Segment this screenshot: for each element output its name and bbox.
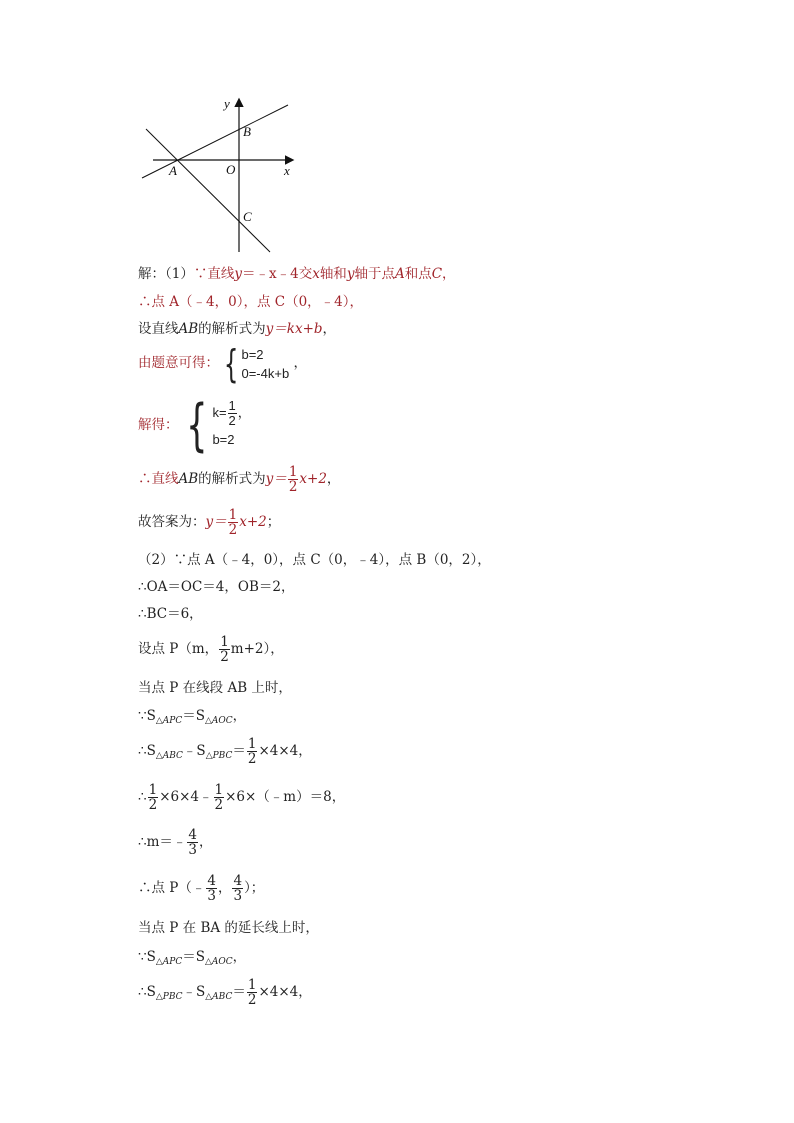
text: m+2），: [230, 641, 284, 657]
text: y: [234, 266, 242, 282]
label-b: B: [243, 124, 251, 139]
text: AB: [178, 471, 199, 487]
text: ∵直线: [193, 266, 235, 282]
text: x: [312, 266, 320, 282]
fraction: [228, 399, 237, 428]
fraction: [247, 737, 258, 766]
solution-line-3: [138, 320, 336, 338]
fraction: [206, 874, 217, 903]
text: ；: [266, 514, 281, 530]
coordinate-figure: [138, 92, 298, 257]
denominator: 2: [288, 479, 298, 495]
numerator: 4: [188, 827, 197, 843]
label-a: A: [169, 163, 177, 178]
subscript: △PBC: [205, 751, 233, 761]
text: k=: [212, 404, 227, 420]
text: ＝﹣x﹣4: [241, 266, 299, 282]
text: ＝S: [182, 949, 205, 965]
solution-line-8: （2）∵点 A（﹣4，0），点 C（0，﹣4），点 B（0，2），: [138, 552, 491, 568]
solution-line-18: 当点 P 在 BA 的延长线上时，: [138, 920, 319, 936]
text: y: [346, 266, 355, 282]
subscript: △APC: [155, 716, 183, 726]
text: 设直线: [138, 321, 179, 337]
text: ×4×4，: [258, 743, 312, 759]
denominator: 2: [220, 649, 229, 665]
subscript: △AOC: [204, 716, 233, 726]
coordinate-diagram: [138, 92, 298, 257]
text: ×4×4，: [258, 984, 312, 1000]
text: A: [394, 266, 405, 282]
denominator: 2: [228, 522, 238, 538]
text: 设点 P（m，: [138, 641, 219, 657]
text: ，: [232, 949, 247, 965]
text: 由题意可得：: [138, 355, 219, 371]
text: ∴S: [138, 984, 156, 1000]
brace-icon: {: [224, 341, 239, 386]
text: y＝: [265, 471, 287, 487]
solution-system: [183, 392, 251, 458]
denominator: 3: [207, 888, 216, 904]
text: 轴和: [319, 266, 347, 282]
fraction: [148, 783, 159, 812]
text: ∴S: [138, 743, 156, 759]
subscript: △AOC: [204, 957, 233, 967]
solution-line-2: ∴点 A（﹣4，0），点 C（0，﹣4），: [138, 294, 364, 310]
solution-line-5: [138, 392, 251, 458]
label-y: y: [224, 96, 230, 111]
numerator: 1: [220, 634, 229, 650]
text: ）；: [244, 880, 265, 896]
text: 的解析式为: [198, 321, 266, 337]
solution-line-16: [138, 828, 212, 857]
label-x: x: [284, 163, 290, 178]
solution-line-12: 当点 P 在线段 AB 上时，: [138, 680, 292, 696]
equation-row: b=2: [212, 432, 235, 447]
text: ，: [232, 708, 247, 724]
numerator: 1: [214, 782, 224, 798]
denominator: 2: [247, 992, 257, 1008]
equation-row: 0=-4k+b: [241, 365, 290, 381]
text: 的解析式为: [198, 471, 266, 487]
solution-line-10: ∴BC＝6，: [138, 606, 203, 622]
text: ∴: [138, 789, 147, 805]
text: ∵S: [138, 708, 156, 724]
text: ﹣S: [182, 984, 206, 1000]
solution-line-19: [138, 948, 246, 971]
solution-line-1: [138, 265, 456, 283]
text: AB: [178, 321, 199, 337]
solution-line-17: [138, 874, 264, 903]
numerator: 1: [148, 782, 158, 798]
fraction: [219, 635, 230, 664]
line-ac: [146, 129, 270, 252]
text: ×6×（﹣m）＝8，: [225, 789, 346, 805]
text: 轴于点: [354, 266, 395, 282]
label-c: C: [243, 209, 252, 224]
text: ，: [326, 471, 341, 487]
denominator: 2: [247, 751, 257, 767]
solution-line-7: [138, 508, 280, 537]
numerator: 4: [233, 873, 243, 889]
fraction: [228, 508, 239, 537]
solution-line-6: [138, 465, 340, 494]
fraction: [214, 783, 225, 812]
numerator: 1: [247, 977, 257, 993]
text: ，: [198, 834, 213, 850]
numerator: 1: [228, 507, 238, 523]
text: ∵S: [138, 949, 156, 965]
label-origin: O: [226, 162, 236, 177]
text: C: [431, 266, 443, 282]
subscript: △PBC: [155, 992, 183, 1002]
subscript: △ABC: [205, 992, 233, 1002]
text: ﹣S: [182, 743, 206, 759]
solution-line-9: ∴OA＝OC＝4，OB＝2，: [138, 579, 295, 595]
text: 故答案为：: [138, 514, 206, 530]
equation-row: b=2: [241, 346, 264, 362]
text: ×6×4﹣: [159, 789, 213, 805]
fraction: [288, 465, 299, 494]
solution-line-15: [138, 783, 345, 812]
denominator: 3: [233, 888, 243, 904]
solution-line-4: [138, 341, 307, 386]
subscript: △ABC: [155, 751, 183, 761]
text: ，: [217, 880, 232, 896]
brace-icon: {: [185, 392, 208, 458]
solution-line-11: [138, 635, 284, 664]
solution-line-14: [138, 737, 312, 770]
equation-system: [223, 341, 290, 386]
numerator: 4: [207, 873, 216, 889]
text: 和点: [404, 266, 432, 282]
text: ，: [322, 321, 337, 337]
text: ＝: [232, 743, 246, 759]
denominator: 2: [148, 797, 158, 813]
fraction: [187, 828, 198, 857]
text: y＝kx+b: [265, 321, 323, 337]
line-ab: [142, 105, 288, 178]
subscript: △APC: [155, 957, 183, 967]
numerator: 1: [228, 398, 236, 413]
text: y＝: [205, 514, 227, 530]
text: ＝: [232, 984, 246, 1000]
text: ∴直线: [138, 471, 179, 487]
text: x+2: [299, 471, 327, 487]
text: ，: [442, 266, 456, 282]
denominator: 2: [214, 797, 224, 813]
text: ，: [293, 355, 307, 371]
numerator: 1: [247, 736, 257, 752]
solution-line-20: [138, 978, 312, 1011]
text: 解得：: [138, 417, 179, 433]
fraction: [247, 978, 258, 1007]
text: ＝S: [182, 708, 205, 724]
denominator: 3: [188, 842, 197, 858]
numerator: 1: [288, 464, 298, 480]
text: x+2: [239, 514, 267, 530]
fraction: [232, 874, 243, 903]
text: ∴点 P（﹣: [138, 880, 206, 896]
text: 交: [298, 266, 313, 282]
part-label: 解：（1）: [138, 266, 194, 282]
solution-line-13: [138, 707, 246, 730]
text: ，: [237, 404, 251, 420]
denominator: 2: [228, 413, 236, 428]
text: ∴m＝﹣: [138, 834, 187, 850]
